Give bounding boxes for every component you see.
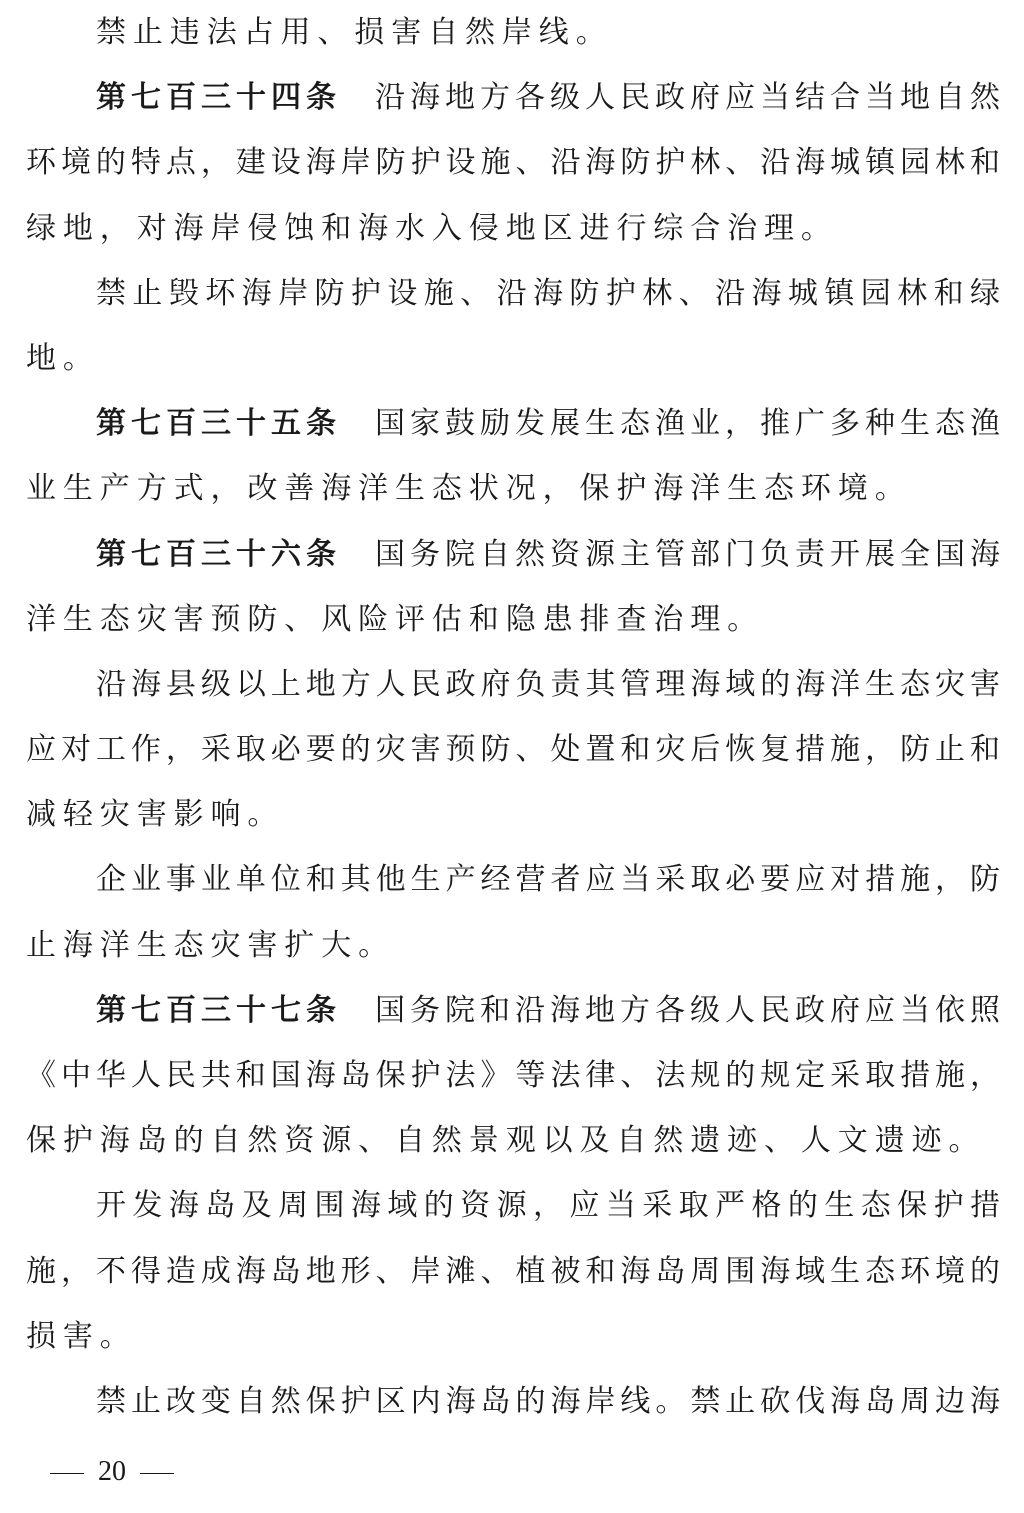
line-text: 损害。 (26, 1318, 137, 1354)
footer-dash-right (140, 1473, 174, 1474)
paragraph-line (26, 847, 1000, 912)
article-737-line (26, 978, 1000, 1043)
line-text: 环境的特点，建设海岸防护设施、沿海防护林、沿海城镇园林和 (26, 145, 1000, 181)
line-text: 地。 (26, 340, 100, 376)
article-735-heading: 第七百三十五条 (96, 406, 341, 442)
article-734-heading: 第七百三十四条 (96, 80, 341, 116)
article-736-line (26, 522, 1000, 587)
paragraph-line (26, 913, 1000, 978)
paragraph-line (26, 587, 1000, 652)
line-text: 业生产方式，改善海洋生态状况，保护海洋生态环境。 (26, 471, 912, 507)
paragraph-line (26, 1043, 1000, 1108)
line-text: 止海洋生态灾害扩大。 (26, 927, 395, 963)
article-735-line (26, 391, 1000, 456)
line-text: 禁止改变自然保护区内海岛的海岸线。禁止砍伐海岛周边海 (96, 1383, 1000, 1419)
line-text: 企业事业单位和其他生产经营者应当采取必要应对措施，防 (96, 862, 1000, 898)
paragraph-line (26, 456, 1000, 521)
line-text: 禁止毁坏海岸防护设施、沿海防护林、沿海城镇园林和绿 (96, 275, 1000, 311)
page-footer (36, 1452, 188, 1492)
article-737-heading: 第七百三十七条 (96, 992, 341, 1028)
paragraph-line (26, 652, 1000, 717)
paragraph-line (26, 1108, 1000, 1173)
footer-dash-left (50, 1473, 84, 1474)
line-text: 保护海岛的自然资源、自然景观以及自然遗迹、人文遗迹。 (26, 1123, 986, 1159)
line-text: 开发海岛及周围海域的资源，应当采取严格的生态保护措 (96, 1188, 1000, 1224)
paragraph-line (26, 326, 1000, 391)
line-text: 洋生态灾害预防、风险评估和隐患排查治理。 (26, 601, 764, 637)
paragraph-line (26, 130, 1000, 195)
paragraph-line (26, 261, 1000, 326)
document-page (26, 0, 1000, 1434)
line-text: 国务院自然资源主管部门负责开展全国海 (375, 536, 1000, 572)
article-734-line (26, 65, 1000, 130)
line-text: 国家鼓励发展生态渔业，推广多种生态渔 (375, 406, 1000, 442)
line-text: 应对工作，采取必要的灾害预防、处置和灾后恢复措施，防止和 (26, 732, 1000, 768)
line-text: 施，不得造成海岛地形、岸滩、植被和海岛周围海域生态环境的 (26, 1253, 1000, 1289)
line-text: 减轻灾害影响。 (26, 797, 285, 833)
paragraph-line (26, 196, 1000, 261)
paragraph-line (26, 0, 1000, 65)
line-text: 沿海地方各级人民政府应当结合当地自然 (375, 80, 1000, 116)
line-text: 沿海县级以上地方人民政府负责其管理海域的海洋生态灾害 (96, 666, 1000, 702)
paragraph-line (26, 1173, 1000, 1238)
line-text: 国务院和沿海地方各级人民政府应当依照 (375, 992, 1000, 1028)
paragraph-line (26, 1369, 1000, 1434)
line-text: 《中华人民共和国海岛保护法》等法律、法规的规定采取措施， (26, 1058, 1000, 1093)
page-number: 20 (98, 1456, 126, 1487)
paragraph-line (26, 782, 1000, 847)
line-text: 禁止违法占用、损害自然岸线。 (96, 15, 613, 50)
article-736-heading: 第七百三十六条 (96, 536, 341, 572)
paragraph-line (26, 1239, 1000, 1304)
line-text: 绿地，对海岸侵蚀和海水入侵地区进行综合治理。 (26, 210, 838, 246)
paragraph-line (26, 1304, 1000, 1369)
paragraph-line (26, 717, 1000, 782)
